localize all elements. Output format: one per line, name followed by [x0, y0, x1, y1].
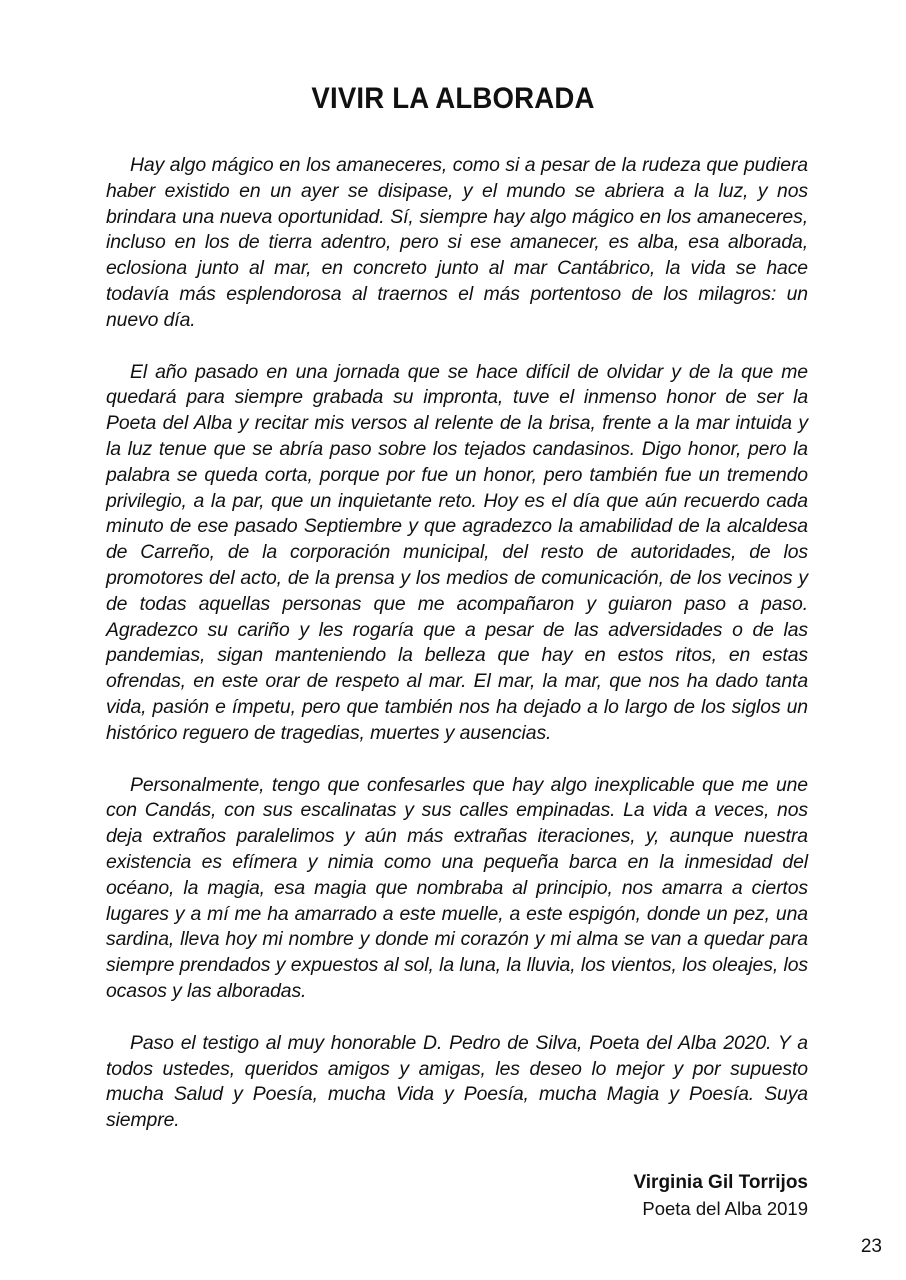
- paragraph: El año pasado en una jornada que se hace difícil de olvidar y de la que me quedará para siempre grabada su impronta, tuve el inmenso honor de ser la Poeta del Alba y recitar mis versos al relente de la brisa, frente a la mar intuida y la luz tenue que se abría paso sobre los tejados candasinos. Digo honor, pero la palabra se queda corta, porque por fue un honor, pero también fue un tremendo privilegio, a la par, que un inquietante reto. Hoy es el día que aún recuerdo cada minuto de ese pasado Septiembre y que agradezco la amabilidad de la alcaldesa de Carreño, de la corporación municipal, del resto de autoridades, de los promotores del acto, de la prensa y los medios de comunicación, de los vecinos y de todas aquellas personas que me acompañaron y guiaron paso a paso. Agradezco su cariño y les rogaría que a pesar de las adversidades o de las pandemias, sigan manteniendo la belleza que hay en estos ritos, en estas ofrendas, en este orar de respeto al mar. El mar, la mar, que nos ha dado tanta vida, pasión e ímpetu, pero que también nos ha dejado a lo largo de los siglos un histórico reguero de tragedias, muertes y ausencias.: [106, 360, 808, 744]
- page-title: VIVIR LA ALBORADA: [311, 82, 595, 115]
- paragraph: Paso el testigo al muy honorable D. Pedro de Silva, Poeta del Alba 2020. Y a todos ustedes, queridos amigos y amigas, les deseo lo mejor y por supuesto mucha Salud y Poesía, mucha Vida y Poesía, mucha Magia y Poesía. Suya siempre.: [106, 1031, 808, 1132]
- author-name: Virginia Gil Torrijos: [633, 1172, 808, 1193]
- paragraph: Hay algo mágico en los amaneceres, como si a pesar de la rudeza que pudiera haber existido en un ayer se disipase, y el mundo se abriera a la luz, y nos brindara una nueva oportunidad. Sí, siempre hay algo mágico en los amaneceres, incluso en los de tierra adentro, pero si ese amanecer, es alba, esa alborada, eclosiona junto al mar, en concreto junto al mar Cantábrico, la vida se hace todavía más esplendorosa al traernos el más portentoso de los milagros: un nuevo día.: [106, 154, 808, 331]
- page-number: 23: [860, 1236, 882, 1257]
- article-body: [106, 153, 808, 1160]
- signature-block: [633, 1170, 808, 1222]
- paragraph: Personalmente, tengo que confesarles que hay algo inexplicable que me une con Candás, con sus escalinatas y sus calles empinadas. La vida a veces, nos deja extraños paralelimos y aún más extrañas iteraciones, y, aunque nuestra existencia es efímera y nimia como una pequeña barca en la inmesidad del océano, la magia, esa magia que nombraba al principio, nos amarra a ciertos lugares y a mí me ha amarrado a este muelle, a este espigón, donde un pez, una sardina, lleva hoy mi nombre y donde mi corazón y mi alma se van a quedar para siempre prendados y expuestos al sol, la luna, la lluvia, los vientos, los oleajes, los ocasos y las alboradas.: [106, 773, 808, 1002]
- author-role: Poeta del Alba 2019: [642, 1198, 808, 1219]
